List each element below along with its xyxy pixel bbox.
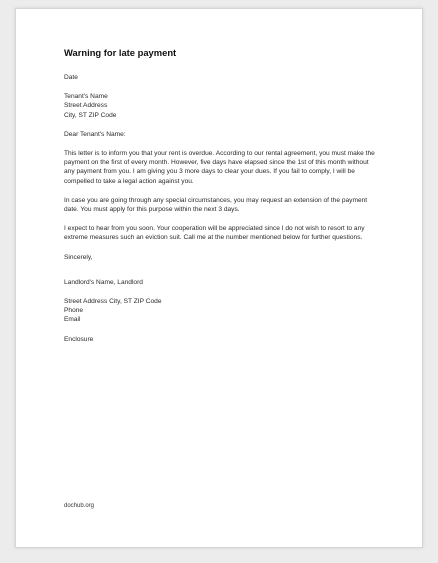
recipient-name: Tenant's Name	[64, 93, 108, 101]
paragraph-closing-request: I expect to hear from you soon. Your cooperation will be appreciated since I do not wish to resort to any extreme measures such an eviction suit. Call me at the number mentioned below for further questions.	[64, 225, 365, 242]
date-line: Date	[64, 74, 78, 81]
enclosure: Enclosure	[64, 335, 94, 343]
recipient-city: City, ST ZIP Code	[64, 111, 117, 119]
closing: Sincerely,	[64, 253, 93, 261]
salutation: Dear Tenant's Name:	[64, 130, 126, 138]
paragraph-extension: In case you are going through any special circumstances, you may request an extension of the payment date. You must apply for this purpose within the next 3 days.	[64, 196, 368, 214]
letter-body	[64, 47, 380, 354]
sender-email: Email	[64, 316, 81, 324]
letter-page	[15, 8, 423, 548]
signature: Landlord's Name, Landlord	[64, 278, 143, 286]
footer-source: dochub.org	[64, 503, 95, 509]
sender-phone: Phone	[64, 307, 84, 315]
paragraph-overdue: This letter is to inform you that your rent is overdue. According to our rental agreement, you must make the payment on the first of every month. However, five days have elapsed since the 1st of this month without any payment from you. I am giving you 3 more days to clear your dues. If you fail to comply, I will be compelled to take a legal action against you.	[64, 150, 375, 185]
sender-address: Street Address City, ST ZIP Code	[64, 298, 162, 306]
recipient-address	[64, 92, 380, 120]
sender-contact	[64, 297, 380, 325]
recipient-street: Street Address	[64, 102, 108, 110]
letter-title: Warning for late payment	[64, 47, 177, 58]
